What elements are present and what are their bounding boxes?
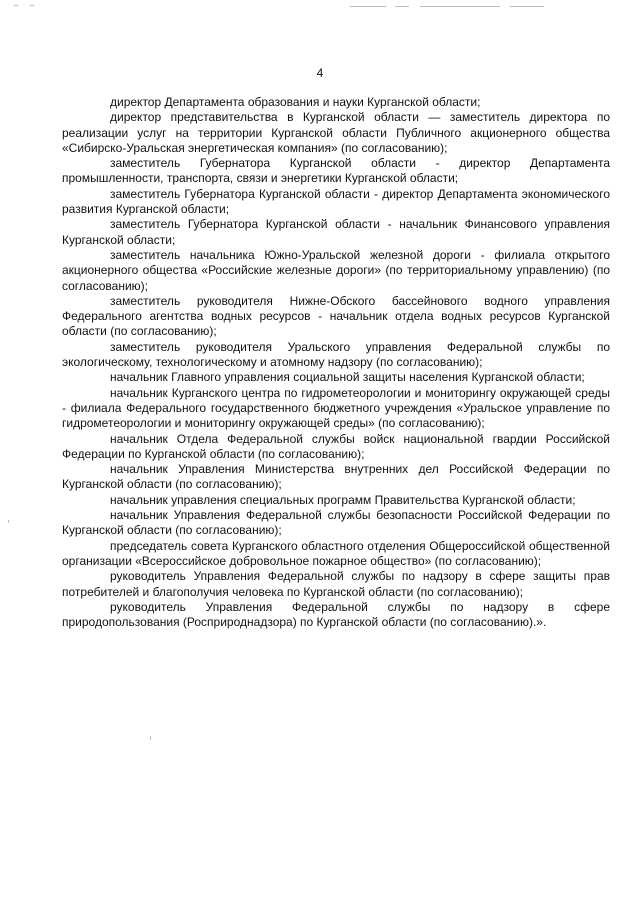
scan-artifact-top bbox=[395, 6, 409, 7]
list-item: председатель совета Курганского областного отделения Общероссийской общественной организации «Всероссийское добровольное пожарное общество» (по согласованию); bbox=[62, 538, 610, 568]
list-item: директор Департамента образования и науки Курганской области; bbox=[110, 95, 481, 109]
list-item: руководитель Управления Федеральной службы по надзору в сфере природопользования (Росприроднадзора) по Курганской области (по согласованию).». bbox=[62, 599, 610, 630]
list-item: начальник Отдела Федеральной службы войск национальной гвардии Российской Федерации по Курганской области (по согласованию); bbox=[62, 431, 610, 461]
page-number: 4 bbox=[316, 66, 324, 80]
scan-artifact-top bbox=[420, 6, 500, 7]
scan-artifact-top bbox=[350, 6, 386, 7]
list-item: начальник управления специальных программ Правительства Курганской области; bbox=[110, 492, 576, 507]
list-item: заместитель руководителя Нижне-Обского бассейнового водного управления Федерального агентства водных ресурсов - начальник отдела водных ресурсов Курганской области (по согласованию); bbox=[62, 293, 610, 339]
scan-artifact-top bbox=[14, 5, 18, 6]
member-list bbox=[62, 95, 610, 630]
scan-artifact-speck bbox=[150, 736, 151, 740]
scan-artifact-speck bbox=[8, 520, 9, 523]
list-item: заместитель начальника Южно-Уральской железной дороги - филиала открытого акционерного общества «Российские железные дороги» (по территориальному управлению) (по согласованию); bbox=[62, 247, 610, 293]
scan-artifact-top bbox=[30, 5, 34, 6]
list-item: начальник Управления Федеральной службы безопасности Российской Федерации по Курганской области (по согласованию); bbox=[62, 508, 610, 538]
list-item: директор представительства в Курганской области — заместитель директора по реализации услуг на территории Курганской области Публичного акционерного общества «Сибирско-Уральская энергетическая компания» (по согласованию); bbox=[62, 110, 610, 155]
scan-artifact-top bbox=[510, 6, 544, 7]
list-item: руководитель Управления Федеральной службы по надзору в сфере защиты прав потребителей и благополучия человека по Курганской области (по согласованию); bbox=[62, 569, 610, 599]
list-item: начальник Управления Министерства внутренних дел Российской Федерации по Курганской области (по согласованию); bbox=[62, 462, 610, 492]
list-item: начальник Курганского центра по гидрометеорологии и мониторингу окружающей среды - филиала Федерального государственного бюджетного учреждения «Уральское управление по гидрометеорологии и мониторингу окружающей среды» (по согласованию); bbox=[62, 385, 610, 431]
list-item: заместитель Губернатора Курганской области - директор Департамента экономического развития Курганской области; bbox=[62, 186, 610, 217]
list-item: заместитель руководителя Уральского управления Федеральной службы по экологическому, технологическому и атомному надзору (по согласованию); bbox=[62, 339, 610, 370]
list-item: заместитель Губернатора Курганской области - директор Департамента промышленности, транспорта, связи и энергетики Курганской области; bbox=[62, 156, 610, 186]
list-item: начальник Главного управления социальной защиты населения Курганской области; bbox=[110, 370, 585, 385]
list-item: заместитель Губернатора Курганской области - начальник Финансового управления Курганской области; bbox=[62, 217, 610, 247]
